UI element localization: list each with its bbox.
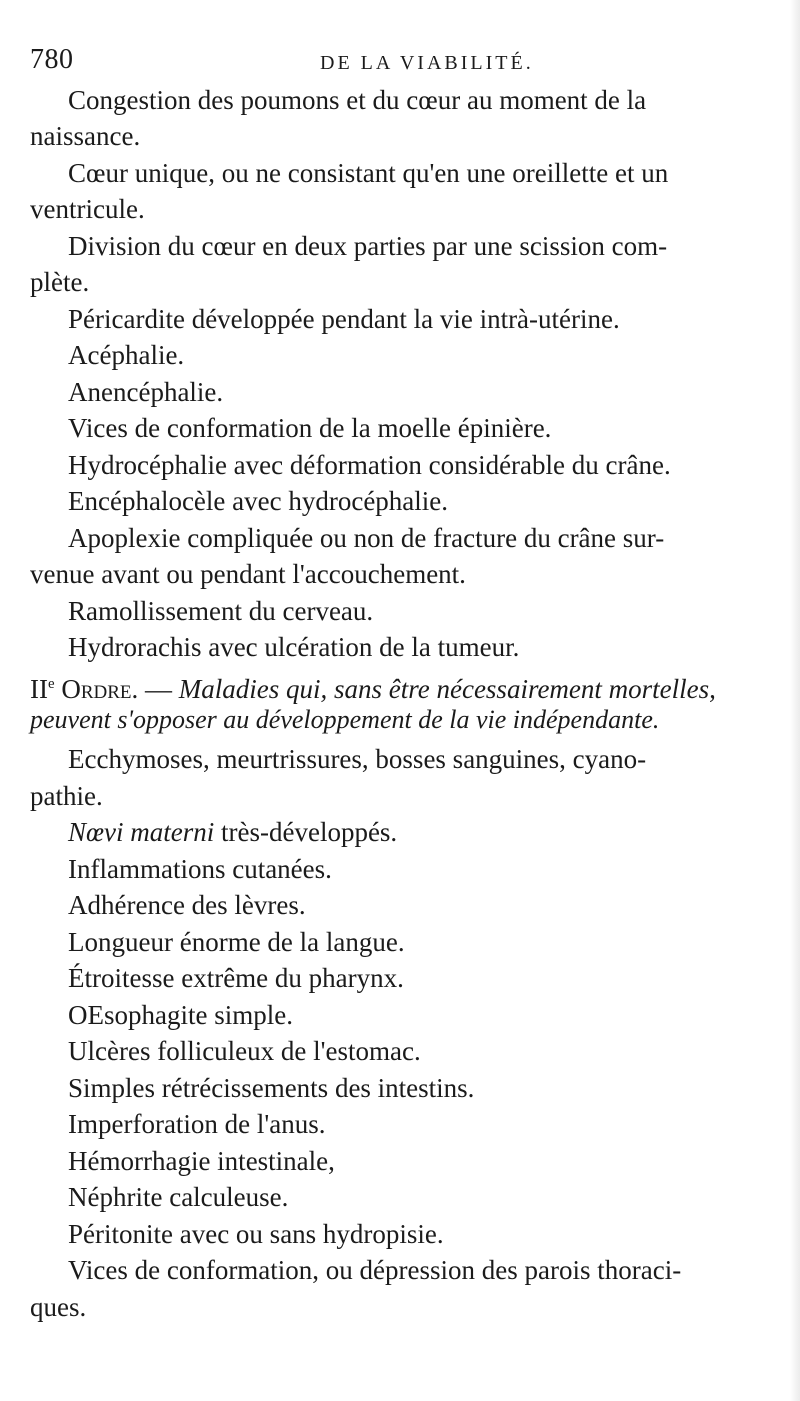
latin-term: Nœvi materni (68, 817, 215, 847)
text-line: pathie. (30, 781, 103, 811)
text-line: Hémorrhagie intestinale, (68, 1146, 335, 1176)
text-line: Hydrorachis avec ulcération de la tumeur. (68, 632, 520, 662)
text-line: Péricardite développée pendant la vie intrà-utérine. (68, 304, 620, 334)
text-line: naissance. (30, 121, 141, 151)
text-line: Hydrocéphalie avec déformation considérable du crâne. (68, 450, 671, 480)
text-line: Division du cœur en deux parties par une scission com- (68, 231, 668, 261)
order-label: Ordre. (61, 674, 139, 704)
page-header (30, 44, 770, 84)
text-line: Imperforation de l'anus. (68, 1109, 326, 1139)
text-line: Cœur unique, ou ne consistant qu'en une oreillette et un (68, 158, 669, 188)
order-dash: — (138, 674, 179, 704)
text-line: Congestion des poumons et du cœur au moment de la (68, 85, 647, 115)
text-line: Acéphalie. (68, 340, 185, 370)
text-fragment: très-développés. (214, 817, 398, 847)
text-line: Ramollissement du cerveau. (68, 596, 374, 626)
text-line: Péritonite avec ou sans hydropisie. (68, 1219, 444, 1249)
text-line: Adhérence des lèvres. (68, 890, 306, 920)
page-edge-shadow (790, 0, 800, 1401)
text-line (68, 816, 397, 848)
text-line: ventricule. (30, 194, 145, 224)
text-line: OEsophagite simple. (68, 1000, 293, 1030)
text-line: Encéphalocèle avec hydrocéphalie. (68, 486, 449, 516)
text-line: Néphrite calculeuse. (68, 1182, 289, 1212)
text-line: Étroitesse extrême du pharynx. (68, 963, 404, 993)
order-ordinal-suffix: e (47, 676, 55, 692)
order-title-continued: peuvent s'opposer au développement de la vie indépendante. (30, 705, 660, 734)
text-line: Apoplexie compliquée ou non de fracture du crâne sur- (68, 523, 665, 553)
text-line: Anencéphalie. (68, 377, 224, 407)
order-title: Maladies qui, sans être nécessairement mortelles, (178, 674, 716, 704)
text-line: plète. (30, 267, 90, 297)
text-line: Vices de conformation, ou dépression des parois thoraci- (68, 1255, 682, 1285)
text-line: venue avant ou pendant l'accouchement. (30, 559, 466, 589)
text-line: Ulcères folliculeux de l'estomac. (68, 1036, 421, 1066)
page-number: 780 (30, 44, 74, 75)
text-line: Simples rétrécissements des intestins. (68, 1073, 475, 1103)
text-line: ques. (30, 1292, 87, 1322)
text-line: Longueur énorme de la langue. (68, 927, 405, 957)
text-line: Vices de conformation de la moelle épinière. (68, 413, 552, 443)
order-ordinal: II (30, 674, 48, 704)
text-line: Inflammations cutanées. (68, 854, 332, 884)
text-line: Ecchymoses, meurtrissures, bosses sanguines, cyano- (68, 744, 647, 774)
section-heading-line (30, 668, 716, 705)
running-head: DE LA VIABILITÉ. (320, 52, 534, 74)
